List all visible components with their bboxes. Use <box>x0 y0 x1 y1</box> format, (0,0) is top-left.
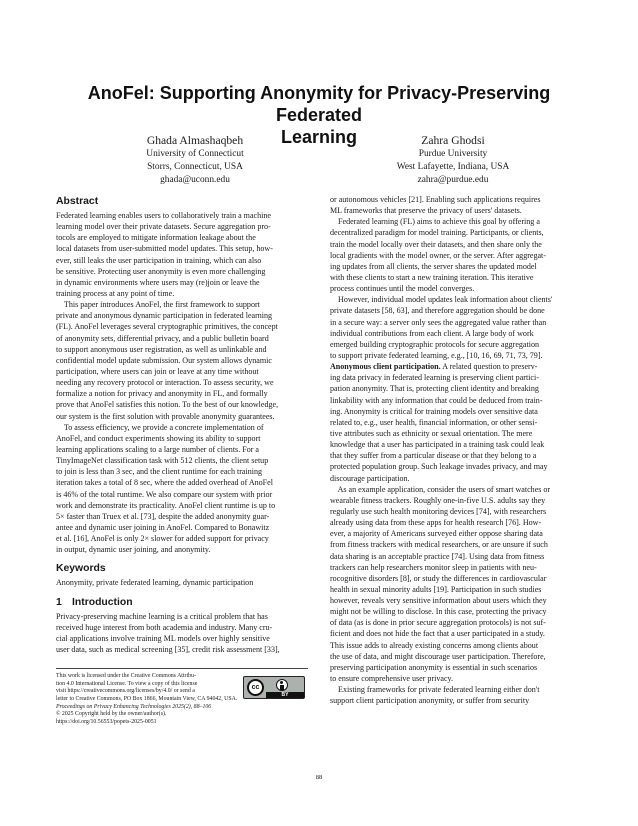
body-text-line: ML frameworks that preserve the privacy of users' datasets. <box>330 206 522 216</box>
body-text-line: confidential model update submission. Our system allows dynamic <box>56 355 272 365</box>
body-text-line: training process at any point of time. <box>56 288 175 298</box>
body-text-line: ficient and does not hide the fact that a user participated in a study. <box>330 629 545 639</box>
body-text-line: might not be willing to disclose. In this case, protecting the privacy <box>330 607 547 617</box>
section-title: Introduction <box>72 596 133 608</box>
body-text-line: formalize a notion for privacy and anonymity in FL, and formally <box>56 389 268 399</box>
author-affiliation: Purdue University <box>418 149 488 159</box>
body-text-line: antee and dynamic user joining in AnoFel. Compared to Bonawitz <box>56 522 270 532</box>
body-text-line: However, individual model updates leak information about clients' <box>330 295 553 305</box>
body-text-line: prove that AnoFel satisfies this notion. To the best of our knowledge, <box>56 400 279 410</box>
body-text-line: ing data privacy in federated learning is preserving client partici- <box>330 373 539 383</box>
spacer <box>56 589 308 595</box>
body-text-line: et al. [16], AnoFel is only 2× slower for added support for privacy <box>56 534 269 544</box>
body-text-line: To assess efficiency, we provide a concrete implementation of <box>56 422 264 432</box>
body-text-line: local datasets from user-submitted model updates. This setup, how- <box>56 244 273 254</box>
cc-by-license-badge[interactable] <box>243 676 305 699</box>
body-text-line: (FL). AnoFel leverages several cryptographic primitives, the concept <box>56 322 278 332</box>
body-text-line: wearable fitness trackers. Roughly one-in-five U.S. adults say they <box>330 495 546 505</box>
body-text-line: be sensitive. Protecting user anonymity is even more challenging <box>56 266 266 276</box>
body-text-line: learning applications scaling to a large number of clients. For a <box>56 444 259 454</box>
body-text-line: to support private federated learning, e.g., [10, 16, 69, 71, 73, 79]. <box>330 350 543 360</box>
body-text-line: ing. Anonymity is critical for training models over sensitive data <box>330 406 538 416</box>
body-text-line: in a secure way: a server only sees the aggregated value rather than <box>330 317 547 327</box>
footnote-line: visit https://creativecommons.org/licenses/by/4.0/ or send a <box>56 688 195 695</box>
cc-icon: cc <box>247 679 264 696</box>
body-text-line: Federated learning enables users to collaboratively train a machine <box>56 211 271 220</box>
body-text-line: private datasets [58, 63], and therefore aggregation should be done <box>330 306 545 316</box>
body-text-line: This issue adds to already existing concerns among clients about <box>330 640 539 650</box>
body-text-line: decentralized paradigm for model training. Participants, or clients, <box>330 228 544 238</box>
footnote-line: © 2025 Copyright held by the owner/author(s). <box>56 711 167 718</box>
body-text-line: to ensure comprehensive user privacy. <box>330 674 454 684</box>
footnote-line: letter to Creative Commons, PO Box 1866, Mountain View, CA 94042, USA. <box>56 696 238 703</box>
body-text-line: needing any recovery protocol or interaction. To assess security, we <box>56 378 274 388</box>
body-text-line: Existing frameworks for private federated learning either don't <box>330 685 540 695</box>
body-text-line: with these clients to start a new training iteration. This iterative <box>330 272 534 282</box>
footnote-line: This work is licensed under the Creative Commons Attribu- <box>56 673 196 679</box>
title-line-1: AnoFel: Supporting Anonymity for Privacy-Preserving Federated <box>87 83 551 125</box>
footnote-line: Proceedings on Privacy Enhancing Technologies 2025(2), 88–106 <box>56 703 212 710</box>
body-text-line: TinyImageNet classification task with 512 clients, the client setup <box>56 456 269 466</box>
body-text-line: ever, a majority of Americans surveyed either oppose sharing data <box>330 529 543 539</box>
body-text-line: This paper introduces AnoFel, the first framework to support <box>56 300 260 310</box>
body-text-line: local gradients with the model owner, or the server. After aggregat- <box>330 250 546 260</box>
section-heading <box>56 597 308 609</box>
body-text-line: trackers can help researchers monitor sleep in patients with neu- <box>330 562 537 572</box>
body-text-line: in dynamic environments where users may (re)join or leave the <box>56 277 260 287</box>
author-affiliation: University of Connecticut <box>146 149 244 159</box>
section-number: 1 <box>56 596 62 608</box>
body-text-line: cial applications involve training ML models over highly sensitive <box>56 633 270 643</box>
author-email[interactable]: ghada@uconn.edu <box>160 174 230 185</box>
body-text-line: linkability with any information that could be deduced from train- <box>330 395 543 405</box>
body-text-line: tocols are employed to mitigate information leakage about the <box>56 233 256 243</box>
body-text-line: preserving participation anonymity is essential in such scenarios <box>330 662 538 672</box>
body-text-line: 5× faster than Truex et al. [73], despite the added anonymity guar- <box>56 511 270 521</box>
body-text-line: that they suffer from a particular disease or that they belong to a <box>330 451 537 461</box>
section-title: Abstract <box>56 196 99 207</box>
body-text-line: work and demonstrate its practicality. AnoFel client runtime is up to <box>56 500 276 510</box>
body-text-line: received huge interest from both academia and industry. Many cru- <box>56 622 273 632</box>
section-heading <box>56 196 308 208</box>
body-text-line: individual contributions from each client. A large body of work <box>330 328 534 338</box>
spacer <box>56 555 308 561</box>
body-text-line: process continues until the model converges. <box>330 284 475 294</box>
body-text-line: of data (as is done in prior secure aggregation protocols) is not suf- <box>330 618 546 628</box>
footnote-line: https://doi.org/10.56553/popets-2025-0051 <box>56 719 157 726</box>
body-text-line: Anonymity, private federated learning, dynamic participation <box>56 578 254 588</box>
body-text-line: in output, dynamic user joining, and anonymity. <box>56 545 211 555</box>
body-text-line: ing updates from all clients, the server shares the updated model <box>330 261 537 271</box>
body-text-line <box>330 361 582 372</box>
body-text-line: however, reveals very sensitive information about users which they <box>330 596 547 606</box>
body-text-line: learning model over their private datasets. Secure aggregation pro- <box>56 222 271 232</box>
body-text-line: tive attributes such as ethnicity or sexual orientation. The mere <box>330 428 533 438</box>
body-text-line: data sharing is an acceptable practice [74]. Using data from fitness <box>330 551 545 561</box>
body-text-line: from fitness trackers with medical researchers, or are unsure if such <box>330 540 548 550</box>
section-title: Keywords <box>56 563 106 575</box>
footnote-line: tion 4.0 International License. To view a copy of this license <box>56 680 198 687</box>
body-text-line: of anonymity sets, differential privacy, and a public bulletin board <box>56 333 269 343</box>
body-text-line: train the model locally over their datasets, and then share only the <box>330 239 542 249</box>
body-text-line: health in sexual minority adults [19]. Participation in such studies <box>330 584 542 594</box>
body-text-line: regularly use such health monitoring devices [74], with researchers <box>330 506 547 516</box>
body-text-line: iteration takes a total of 8 sec, where the added overhead of AnoFel <box>56 478 273 488</box>
left-column <box>56 194 308 655</box>
body-text-line: user data, such as medical screening [35], credit risk assessment [33], <box>56 644 280 654</box>
body-text-line: or autonomous vehicles [21]. Enabling such applications requires <box>330 195 541 204</box>
body-text-line: knowledge that a user has participated in a training task could leak <box>330 440 545 450</box>
author-block-1 <box>95 134 295 186</box>
body-text-line: already using data from these apps for health research [76]. How- <box>330 518 542 528</box>
body-text-line: emerged building cryptographic protocols for secure aggregation <box>330 339 539 349</box>
author-name: Ghada Almashaqbeh <box>146 134 244 147</box>
body-text-line: Federated learning (FL) aims to achieve this goal by offering a <box>330 217 540 227</box>
body-text-line: the use of data, and might discourage user participation. Therefore, <box>330 651 546 661</box>
author-name: Zahra Ghodsi <box>421 134 485 147</box>
body-text-line: discourage participation. <box>330 473 410 483</box>
paragraph-run-in-heading: Anonymous client participation. <box>330 362 441 372</box>
body-text-line: support client participation anonymity, or suffer from security <box>330 696 530 706</box>
license-footnote <box>56 668 308 727</box>
body-text-line: ever, still leaks the user participation in training, which can also <box>56 255 262 265</box>
body-text-line: AnoFel, and conduct experiments showing its ability to support <box>56 433 261 443</box>
body-text-line: rocognitive disorders [8], or study the differences in cardiovascular <box>330 573 547 583</box>
body-text-line: to support anonymous user registration, as well as unlinkable and <box>56 344 267 354</box>
body-text-line: related to, e.g., user health, financial information, or other sensi- <box>330 417 538 427</box>
title-line-2: Learning <box>280 127 357 147</box>
section-heading <box>56 563 308 575</box>
author-email[interactable]: zahra@purdue.edu <box>417 174 489 185</box>
author-block-2 <box>353 134 553 186</box>
body-text-line: private and anonymous dynamic participation in federated learning <box>56 311 273 321</box>
author-location: Storrs, Connecticut, USA <box>147 161 243 172</box>
by-label: BY <box>266 692 304 698</box>
body-text-line: As an example application, consider the users of smart watches or <box>330 484 551 494</box>
page-number: 88 <box>315 774 323 781</box>
body-text-line: participation, where users can join or leave at any time without <box>56 366 259 376</box>
right-column <box>330 194 582 706</box>
body-text-line: is 46% of the total runtime. We also compare our system with prior <box>56 489 273 499</box>
body-text-line: to join is less than 3 sec, and the client runtime for each training <box>56 467 263 477</box>
body-text-line: pation anonymity. That is, protecting client identity and breaking <box>330 384 539 394</box>
attribution-person-icon <box>276 679 288 691</box>
body-text-line: protected population group. Such leakage invades privacy, and may <box>330 462 548 472</box>
body-text-line: our system is the first solution with provable anonymity guarantees. <box>56 411 275 421</box>
body-text: A related question to preserv- <box>440 362 538 372</box>
body-text-line: Privacy-preserving machine learning is a critical problem that has <box>56 611 268 621</box>
author-location: West Lafayette, Indiana, USA <box>396 161 510 172</box>
